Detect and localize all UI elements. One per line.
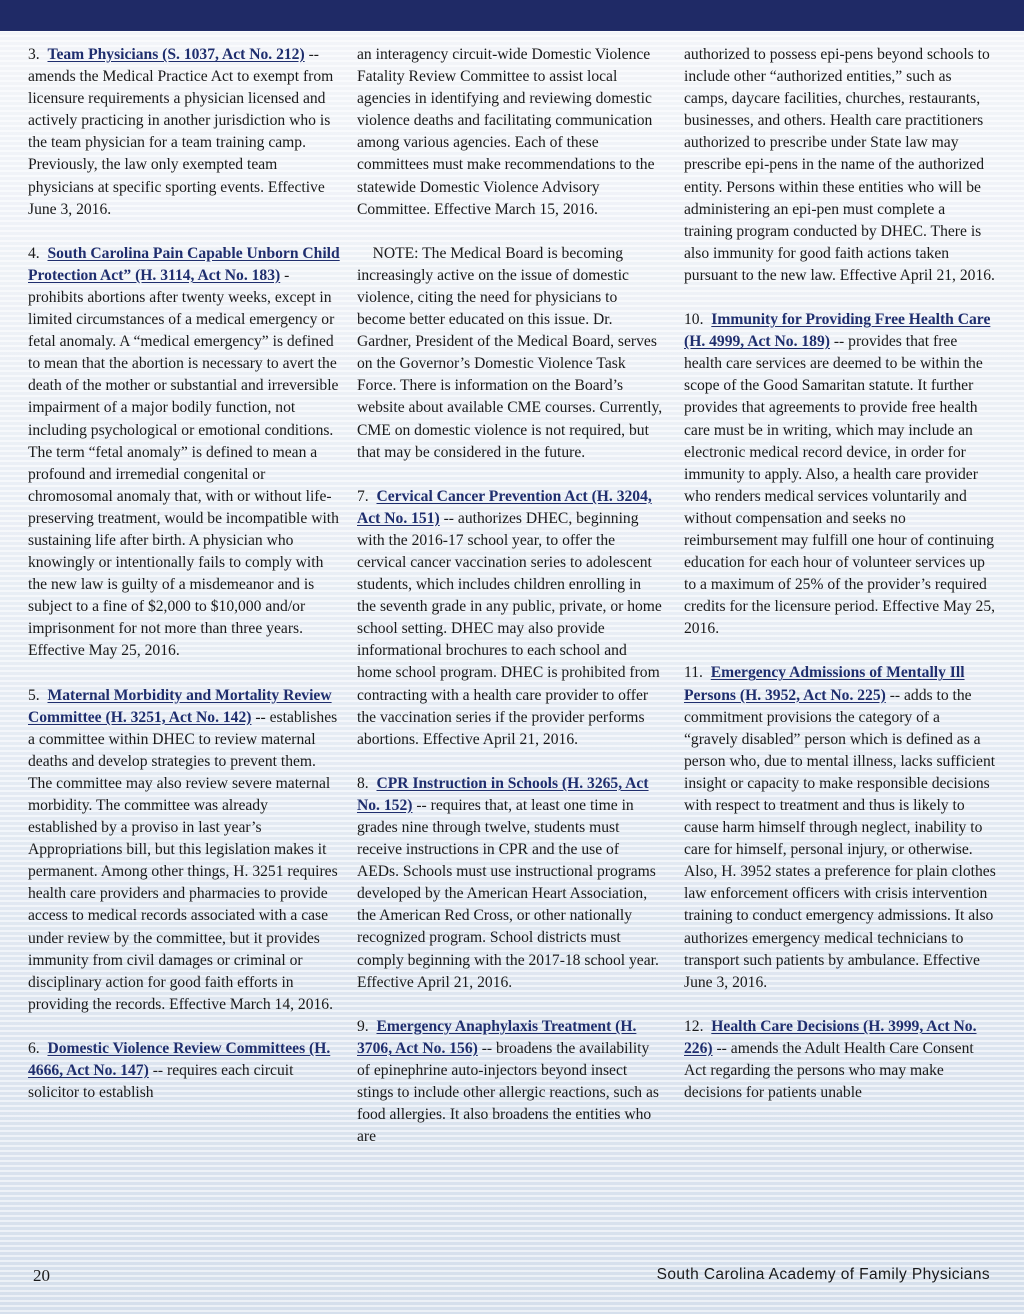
item-7-title-link[interactable]: Cervical Cancer Prevention Act (H. 3204, Act No. 151) bbox=[357, 487, 652, 527]
item-11-text: -- adds to the commitment provisions the category of a “gravely disabled” person which is defined as a person who, due to mental illness, lacks sufficient insight or capacity to make responsible decisions with respect to treatment and thus is likely to cause harm himself through neglect, inability to care for himself, personal injury, or otherwise. Also, H. 3952 states a preference for plain clothes law enforcement officers with crisis intervention training to conduct emergency admissions. It also authorizes emergency medical technicians to transport such patients by ambulance. Effective June 3, 2016. bbox=[684, 686, 996, 991]
item-4-text: - prohibits abortions after twenty weeks, except in limited circumstances of a medical emergency or fetal anomaly. A “medical emergency” is defined to mean that the abortion is necessary to avert the death of the mother or substantial and irreversible impairment of a major bodily function, not including psychological or emotional conditions. The term “fetal anomaly” is defined to mean a profound and irremedial congenital or chromosomal anomaly that, with or without life-preserving treatment, would be incompatible with sustaining life after birth. A physician who knowingly or intentionally fails to comply with the new law is guilty of a misdemeanor and is subject to a fine of $2,000 to $10,000 and/or imprisonment for not more than three years. Effective May 25, 2016. bbox=[28, 266, 339, 660]
item-10-title-link[interactable]: Immunity for Providing Free Health Care (H. 4999, Act No. 189) bbox=[684, 311, 991, 351]
item-7 bbox=[357, 486, 663, 751]
item-number: 6. bbox=[28, 1039, 40, 1057]
column-2 bbox=[357, 44, 663, 1170]
item-10 bbox=[684, 309, 996, 640]
item-number: 12. bbox=[684, 1017, 704, 1035]
item-number: 8. bbox=[357, 774, 369, 792]
publisher-name: South Carolina Academy of Family Physicians bbox=[656, 1266, 990, 1283]
page-footer bbox=[0, 1266, 1024, 1290]
item-3-title-link[interactable]: Team Physicians (S. 1037, Act No. 212) bbox=[47, 46, 305, 63]
header-bar bbox=[0, 0, 1024, 31]
column-3 bbox=[684, 44, 996, 1126]
item-6-text: -- requires each circuit solicitor to establish bbox=[28, 1062, 294, 1102]
item-12-title-link[interactable]: Health Care Decisions (H. 3999, Act No. 226) bbox=[684, 1017, 977, 1057]
note-text: NOTE: The Medical Board is becoming increasingly active on the issue of domestic violence, citing the need for physicians to become better educated on this issue. Dr. Gardner, President of the Medical Board, serves on the Governor’s Domestic Violence Task Force. There is information on the Board’s website about available CME courses. Currently, CME on domestic violence is not required, but that may be considered in the future. bbox=[357, 244, 663, 461]
item-8 bbox=[357, 773, 663, 994]
item-5-title-link[interactable]: Maternal Morbidity and Mortality Review Committee (H. 3251, Act No. 142) bbox=[28, 686, 332, 726]
item-6-title-link[interactable]: Domestic Violence Review Committees (H. 4666, Act No. 147) bbox=[28, 1039, 331, 1080]
item-number: 5. bbox=[28, 686, 40, 704]
medical-board-note bbox=[357, 243, 663, 464]
item-9 bbox=[357, 1016, 663, 1149]
item-number: 9. bbox=[357, 1017, 369, 1035]
item-7-text: -- authorizes DHEC, beginning with the 2016-17 school year, to offer the cervical cancer vaccination series to adolescent students, which includes children enrolling in the seventh grade in any public, private, or home school setting. DHEC may also provide informational brochures to each school and home school program. DHEC is prohibited from contracting with a health care provider to offer the vaccination series if the provider performs abortions. Effective April 21, 2016. bbox=[357, 509, 662, 748]
item-5 bbox=[28, 685, 340, 1016]
page-number: 20 bbox=[33, 1266, 50, 1285]
item-11 bbox=[684, 662, 996, 993]
item-6-continued: an interagency circuit-wide Domestic Violence Fatality Review Committee to assist local agencies in identifying and reviewing domestic violence deaths and facilitating communication among various agencies. Each of these committees must make recommendations to the statewide Domestic Violence Advisory Committee. Effective March 15, 2016. bbox=[357, 46, 655, 218]
item-4-title-link[interactable]: South Carolina Pain Capable Unborn Child Protection Act” (H. 3114, Act No. 183) bbox=[28, 244, 340, 284]
item-5-text: -- establishes a committee within DHEC to review maternal deaths and develop strategies to prevent them. The committee may also review severe maternal morbidity. The committee was already established by a proviso in last year’s Appropriations bill, but this legislation makes it permanent. Among other things, H. 3251 requires health care providers and pharmacies to provide access to medical records associated with a case under review by the committee, but it provides immunity from civil damages or criminal or disciplinary action for good faith efforts in providing the records. Effective March 14, 2016. bbox=[28, 708, 338, 1013]
item-3 bbox=[28, 44, 340, 221]
item-number: 11. bbox=[684, 664, 703, 682]
item-9-text: -- broadens the availability of epinephrine auto-injectors beyond insect stings to include other allergic reactions, such as food allergies. It also broadens the entities who are bbox=[357, 1039, 659, 1146]
item-12 bbox=[684, 1016, 996, 1104]
item-4 bbox=[28, 243, 340, 663]
item-number: 7. bbox=[357, 487, 369, 505]
item-9-title-link[interactable]: Emergency Anaphylaxis Treatment (H. 3706, Act No. 156) bbox=[357, 1017, 637, 1057]
item-number: 10. bbox=[684, 311, 704, 329]
item-number: 3. bbox=[28, 46, 40, 63]
item-3-text: -- amends the Medical Practice Act to exempt from licensure requirements a physician licensed and actively practicing in another jurisdiction who is the team physician for a team training camp. Previously, the law only exempted team physicians at specific sporting events. Effective June 3, 2016. bbox=[28, 46, 334, 218]
item-12-text: -- amends the Adult Health Care Consent Act regarding the persons who may make decisions for patients unable bbox=[684, 1039, 974, 1102]
item-8-text: -- requires that, at least one time in grades nine through twelve, students must receive instructions in CPR and the use of AEDs. Schools must use instructional programs developed by the American Heart Association, the American Red Cross, or other nationally recognized program. School districts must comply beginning with the 2017-18 school year. Effective April 21, 2016. bbox=[357, 796, 659, 991]
item-8-title-link[interactable]: CPR Instruction in Schools (H. 3265, Act No. 152) bbox=[357, 774, 649, 814]
item-number: 4. bbox=[28, 244, 40, 262]
item-6 bbox=[28, 1038, 340, 1104]
column-1 bbox=[28, 44, 340, 1126]
item-11-title-link[interactable]: Emergency Admissions of Mentally Ill Persons (H. 3952, Act No. 225) bbox=[684, 664, 965, 704]
item-9-continued: authorized to possess epi-pens beyond schools to include other “authorized entities,” such as camps, daycare facilities, churches, restaurants, businesses, and others. Health care practitioners authorized to prescribe under State law may prescribe epi-pens in the name of the authorized entity. Persons within these entities who will be administering an epi-pen must complete a training program conducted by DHEC. There is also immunity for good faith actions taken pursuant to the new law. Effective April 21, 2016. bbox=[684, 46, 995, 284]
item-10-text: -- provides that free health care services are deemed to be within the scope of the Good Samaritan statute. It further provides that agreements to provide free health care must be in writing, which may include an electronic medical record device, in order for immunity to apply. Also, a health care provider who renders medical services voluntarily and without compensation and seeks no reimbursement may fulfill one hour of continuing education for each hour of volunteer services up to a maximum of 25% of the provider’s required credits for the licensure period. Effective May 25, 2016. bbox=[684, 333, 996, 638]
